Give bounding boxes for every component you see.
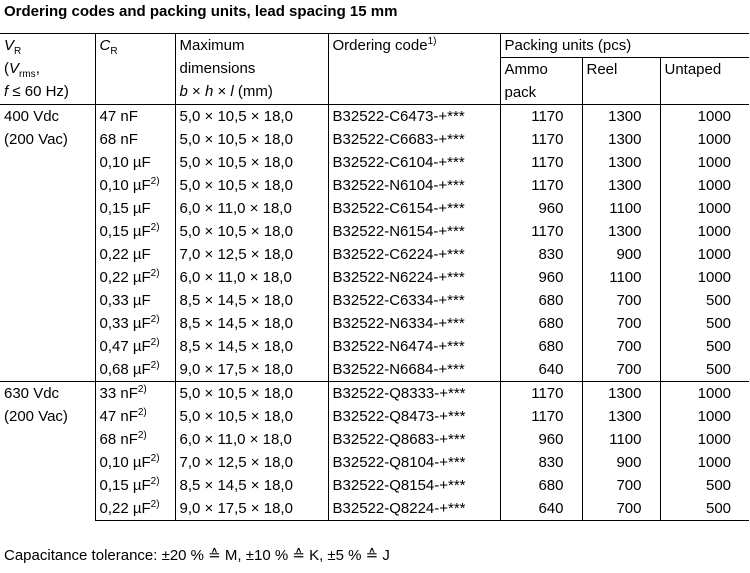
table-row [0,105,749,129]
header-reel: Reel [582,58,660,105]
dimensions-cell: 7,0 × 12,5 × 18,0 [175,451,328,474]
reel-cell: 1300 [582,405,660,428]
header-ammo-pack: Ammo pack [500,58,582,105]
ordering-code-cell: B32522-C6224-+*** [328,243,500,266]
capacitance-cell: 0,22 µF [95,243,175,266]
reel-cell: 900 [582,451,660,474]
untaped-cell: 1000 [660,128,749,151]
dimensions-cell: 5,0 × 10,5 × 18,0 [175,220,328,243]
dimensions-cell: 5,0 × 10,5 × 18,0 [175,174,328,197]
ordering-code-cell: B32522-C6334-+*** [328,289,500,312]
ordering-code-cell: B32522-N6474-+*** [328,335,500,358]
dimensions-cell: 7,0 × 12,5 × 18,0 [175,243,328,266]
ordering-code-cell: B32522-N6224-+*** [328,266,500,289]
ordering-code-cell: B32522-Q8154-+*** [328,474,500,497]
ammo-pack-cell: 960 [500,197,582,220]
reel-cell: 1300 [582,382,660,406]
ammo-pack-cell: 830 [500,243,582,266]
ammo-pack-cell: 1170 [500,128,582,151]
table-row [0,312,749,335]
header-packing-units: Packing units (pcs) [500,34,749,58]
header-row-1 [0,34,749,58]
reel-cell: 1300 [582,174,660,197]
table-row [0,266,749,289]
ammo-pack-cell: 680 [500,474,582,497]
untaped-cell: 1000 [660,174,749,197]
untaped-cell: 1000 [660,405,749,428]
dimensions-cell: 5,0 × 10,5 × 18,0 [175,128,328,151]
untaped-cell: 1000 [660,243,749,266]
dimensions-cell: 5,0 × 10,5 × 18,0 [175,382,328,406]
table-row [0,335,749,358]
untaped-cell: 1000 [660,105,749,129]
capacitance-cell: 0,15 µF$^{2)}$ [95,220,175,243]
ordering-code-cell: B32522-Q8224-+*** [328,497,500,521]
dimensions-cell: 9,0 × 17,5 × 18,0 [175,358,328,382]
ordering-code-cell: B32522-Q8683-+*** [328,428,500,451]
dimensions-cell: 8,5 × 14,5 × 18,0 [175,289,328,312]
capacitance-cell: 0,10 µF [95,151,175,174]
capacitance-cell: 47 $nF^{2)}$ [95,405,175,428]
reel-cell: 1100 [582,428,660,451]
ammo-pack-cell: 1170 [500,151,582,174]
ordering-code-cell: B32522-Q8473-+*** [328,405,500,428]
header-capacitance: $C_R$ [95,34,175,105]
untaped-cell: 500 [660,474,749,497]
table-row [0,174,749,197]
table-row [0,220,749,243]
reel-cell: 700 [582,497,660,521]
ordering-code-cell: B32522-Q8104-+*** [328,451,500,474]
capacitance-cell: 0,33 µF [95,289,175,312]
capacitance-cell: 0,22 µF$^{2)}$ [95,497,175,521]
ordering-code-cell: B32522-N6154-+*** [328,220,500,243]
capacitance-cell: 0,10 µF$^{2)}$ [95,174,175,197]
capacitance-cell: 0,15 µF [95,197,175,220]
dimensions-cell: 6,0 × 11,0 × 18,0 [175,197,328,220]
ammo-pack-cell: 830 [500,451,582,474]
capacitance-cell: 0,10 µF$^{2)}$ [95,451,175,474]
voltage-rating-cell: 400 Vdc (200 Vac) [0,105,95,382]
dimensions-cell: 5,0 × 10,5 × 18,0 [175,105,328,129]
dimensions-cell: 8,5 × 14,5 × 18,0 [175,312,328,335]
ammo-pack-cell: 640 [500,358,582,382]
reel-cell: 1300 [582,151,660,174]
table-row [0,151,749,174]
untaped-cell: 500 [660,497,749,521]
dimensions-cell: 6,0 × 11,0 × 18,0 [175,266,328,289]
dimensions-cell: 9,0 × 17,5 × 18,0 [175,497,328,521]
ordering-code-cell: B32522-N6334-+*** [328,312,500,335]
dimensions-cell: 8,5 × 14,5 × 18,0 [175,335,328,358]
capacitance-cell: 47 nF [95,105,175,129]
ordering-code-cell: B32522-Q8333-+*** [328,382,500,406]
dimensions-cell: 8,5 × 14,5 × 18,0 [175,474,328,497]
table-row [0,382,749,406]
untaped-cell: 500 [660,289,749,312]
capacitance-cell: 0,47 µF$^{2)}$ [95,335,175,358]
capacitance-tolerance-note: Capacitance tolerance: ±20 % ≙ M, ±10 % ≙ K, ±5 % ≙ J [4,547,390,564]
untaped-cell: 1000 [660,266,749,289]
untaped-cell: 1000 [660,428,749,451]
ordering-code-cell: B32522-C6154-+*** [328,197,500,220]
ordering-code-cell: B32522-N6684-+*** [328,358,500,382]
ammo-pack-cell: 960 [500,266,582,289]
ordering-code-cell: B32522-N6104-+*** [328,174,500,197]
capacitance-cell: 68 nF [95,128,175,151]
untaped-cell: 1000 [660,197,749,220]
table-row [0,128,749,151]
reel-cell: 700 [582,358,660,382]
ammo-pack-cell: 680 [500,312,582,335]
ordering-code-cell: B32522-C6104-+*** [328,151,500,174]
ammo-pack-cell: 1170 [500,174,582,197]
table-row [0,405,749,428]
ammo-pack-cell: 1170 [500,220,582,243]
ammo-pack-cell: 640 [500,497,582,521]
untaped-cell: 1000 [660,382,749,406]
untaped-cell: 1000 [660,151,749,174]
capacitance-cell: 0,68 µF$^{2)}$ [95,358,175,382]
reel-cell: 700 [582,474,660,497]
ammo-pack-cell: 680 [500,335,582,358]
ammo-pack-cell: 680 [500,289,582,312]
capacitance-cell: 0,22 µF$^{2)}$ [95,266,175,289]
ordering-code-cell: B32522-C6473-+*** [328,105,500,129]
ammo-pack-cell: 960 [500,428,582,451]
header-ordering-code: Ordering code$^{1)}$ [328,34,500,105]
table-row [0,474,749,497]
capacitance-cell: 33 $nF^{2)}$ [95,382,175,406]
reel-cell: 1100 [582,197,660,220]
ammo-pack-cell: 1170 [500,382,582,406]
voltage-rating-cell: 630 Vdc (200 Vac) [0,382,95,521]
untaped-cell: 1000 [660,220,749,243]
ordering-codes-table [0,33,749,521]
table-row [0,197,749,220]
table-row [0,358,749,382]
dimensions-cell: 5,0 × 10,5 × 18,0 [175,405,328,428]
reel-cell: 1300 [582,220,660,243]
reel-cell: 1100 [582,266,660,289]
untaped-cell: 1000 [660,451,749,474]
table-row [0,451,749,474]
dimensions-cell: 5,0 × 10,5 × 18,0 [175,151,328,174]
reel-cell: 1300 [582,128,660,151]
reel-cell: 700 [582,335,660,358]
header-untaped: Untaped [660,58,749,105]
reel-cell: 900 [582,243,660,266]
capacitance-cell: 0,33 µF$^{2)}$ [95,312,175,335]
ammo-pack-cell: 1170 [500,105,582,129]
untaped-cell: 500 [660,312,749,335]
reel-cell: 700 [582,289,660,312]
table-title: Ordering codes and packing units, lead spacing 15 mm [4,3,398,20]
table-row [0,243,749,266]
untaped-cell: 500 [660,335,749,358]
untaped-cell: 500 [660,358,749,382]
table-row [0,289,749,312]
capacitance-cell: 68 $nF^{2)}$ [95,428,175,451]
ordering-code-cell: B32522-C6683-+*** [328,128,500,151]
dimensions-cell: 6,0 × 11,0 × 18,0 [175,428,328,451]
table-row [0,428,749,451]
table-row [0,497,749,521]
capacitance-cell: 0,15 µF$^{2)}$ [95,474,175,497]
reel-cell: 700 [582,312,660,335]
header-dimensions: Maximum dimensions b × h × l (mm) [175,34,328,105]
reel-cell: 1300 [582,105,660,129]
ammo-pack-cell: 1170 [500,405,582,428]
header-voltage: $V_R$ ($V_{rms}$, f ≤ 60 Hz) [0,34,95,105]
